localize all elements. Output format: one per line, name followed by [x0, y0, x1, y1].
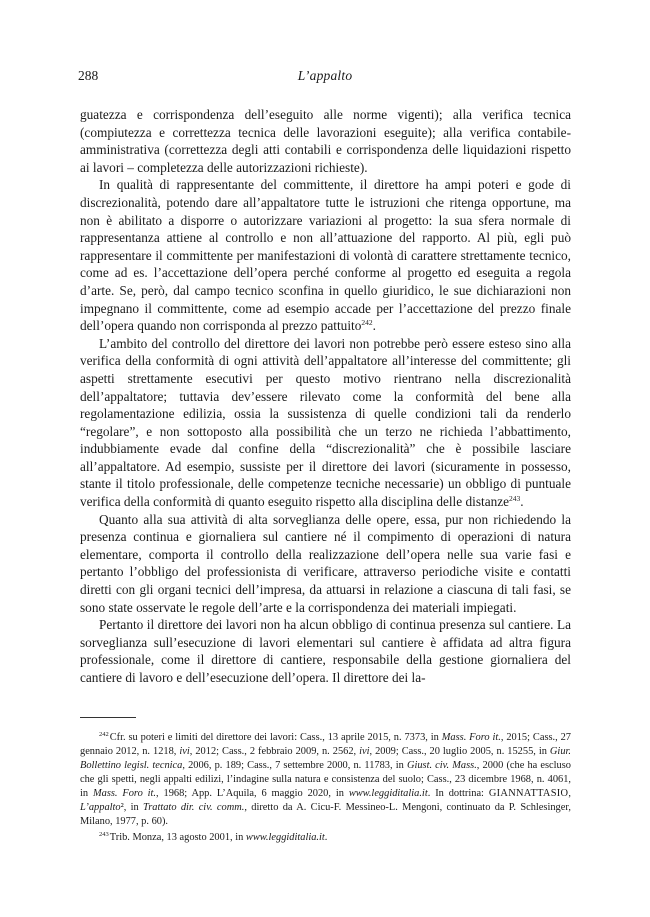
- footnote-242: [80, 731, 571, 829]
- citation-italic: Mass. Foro it.: [92, 788, 157, 799]
- footnote-text: , 2009; Cass., 20 luglio 2005, n. 15255, in: [369, 746, 550, 757]
- footnote-text: ,: [568, 788, 571, 799]
- paragraph: In qualità di rappresentante del committente, il direttore ha ampi poteri e gode di discrezionalità, potendo dare all’appaltatore tutte le istruzioni che ritenga opportune, ma non è abilitato a disporre o autorizzare variazioni al progetto: la sua sfera normale di rappresentanza attiene al controllo e non all’attuazione del rapporto. Al più, egli può rappresentare il committente per manifestazioni di volontà di carattere strettamente tecnico, come ad es. l’accettazione dell’opera perché conforme al progetto ed eseguita a regola d’arte. Se, però, dal campo tecnico sconfina in quello giuridico, le sue dichiarazioni non impegnano il committente, come ad esempio accade per l’accettazione del prezzo finale dell’opera quando non corrisponda al prezzo pattuito$^{242}$.: [80, 177, 571, 334]
- citation-italic: Trattato dir. civ. comm.: [143, 802, 245, 813]
- paragraph: L’ambito del controllo del direttore dei lavori non potrebbe però essere esteso sino alla verifica della conformità di ogni attività dell’appaltatore all’interesse del committente; gli aspetti strettamente esecutivi per questo motivo rientrano nella discrezionalità dell’appaltatore; tuttavia dev’essere rilevato come la conformità del bene alla regolamentazione edilizia, ossia la sussistenza di quelle condizioni tali da renderlo “regolare”, e non sottoposto alla possibilità che un terzo ne richieda l’abbattimento, indubbiamente evade dal confine della “discrezionalità” che è possibile lasciare all’appaltatore. Ad esempio, sussiste per il direttore dei lavori (sicuramente in possesso, stante il titolo professionale, delle competenze tecniche necessarie) un obbligo di puntuale verifica della conformità di quanto eseguito rispetto alla disciplina delle distanze$^{243}$.: [80, 335, 571, 510]
- footnotes: [80, 731, 571, 847]
- citation-italic: Giust. civ. Mass.: [406, 760, 477, 771]
- footnote-ref[interactable]: 243: [509, 494, 521, 504]
- footnote-text: .: [324, 832, 328, 843]
- footnote-separator: [80, 717, 136, 718]
- footnote-text: , 2012; Cass., 2 febbraio 2009, n. 2562,: [189, 746, 360, 757]
- citation-italic: www.leggiditalia.it: [245, 832, 325, 843]
- paragraph-text: In qualità di rappresentante del committente, il direttore ha ampi poteri e gode di discrezionalità, potendo dare all’appaltatore tutte le istruzioni che ritenga opportune, ma non è abilitato a disporre o autorizzare variazioni al progetto: la sua sfera normale di rappresentanza attiene al controllo e non all’attuazione del rapporto. Al più, egli può rappresentare il committente per manifestazioni di volontà di carattere strettamente tecnico, come ad es. l’accettazione dell’opera perché conforme al progetto ed eseguita a regola d’arte. Se, però, dal campo tecnico sconfina in quello giuridico, le sue dichiarazioni non impegnano il committente, come ad esempio accade per l’accettazione del prezzo finale dell’opera quando non corrisponda al prezzo pattuito: [80, 177, 571, 334]
- footnote-text: , 2015; Cass., 27 gennaio 2012, n. 1218,: [80, 732, 572, 757]
- citation-italic: Mass. Foro it.: [441, 732, 501, 743]
- footnote-text: , 1968; App. L’Aquila, 6 maggio 2020, in: [156, 788, 349, 799]
- paragraph-text: L’ambito del controllo del direttore dei lavori non potrebbe però essere esteso sino alla verifica della conformità di ogni attività dell’appaltatore all’interesse del committente; gli aspetti strettamente esecutivi per questo motivo rientrano nella discrezionalità dell’appaltatore; tuttavia dev’essere rilevato come la conformità del bene alla regolamentazione edilizia, ossia la sussistenza di quelle condizioni tali da renderlo “regolare”, e non sottoposto alla possibilità che un terzo ne richieda l’abbattimento, indubbiamente evade dal confine della “discrezionalità” che è possibile lasciare all’appaltatore. Ad esempio, sussiste per il direttore dei lavori (sicuramente in possesso, stante il titolo professionale, delle competenze tecniche necessarie) un obbligo di puntuale verifica della conformità di quanto eseguito rispetto alla disciplina delle distanze: [80, 335, 571, 510]
- footnote-text: , diretto da A. Cicu-F. Messineo-L. Mengoni, continuato da P. Schlesinger, Milano, 1977, p. 60).: [80, 802, 571, 827]
- running-title: L’appalto: [297, 68, 353, 83]
- footnote-243: [80, 831, 571, 845]
- footnote-text: . In dottrina:: [427, 788, 489, 799]
- footnote-text: , 2000 (che ha escluso che gli spetti, negli appalti edilizi, l’indagine sulla natura e consistenza del suolo; Cass., 23 dicembre 1968, n. 4061, in: [80, 760, 571, 799]
- footnote-ref[interactable]: 242: [361, 318, 373, 328]
- page-number: 288: [78, 68, 99, 83]
- body-text: [80, 106, 571, 687]
- footnote-text: GIANNATTASIO: [488, 788, 569, 799]
- footnote-text: Trib. Monza, 13 agosto 2001, in: [109, 832, 246, 843]
- citation-italic: L’appalto: [80, 802, 121, 813]
- footnote-number: 242: [99, 731, 109, 738]
- paragraph: Pertanto il direttore dei lavori non ha alcun obbligo di continua presenza sul cantiere. La sorveglianza sull’esecuzione di lavori elementari sul cantiere è affidata ad altra figura professionale, come il direttore di cantiere, responsabile della gestione giornaliera del cantiere di lavoro e dell’esecuzione dell’opera. Il direttore dei la-: [80, 617, 571, 685]
- footnote-number: 243: [99, 831, 109, 838]
- citation-italic: ivi: [359, 746, 370, 757]
- footnote-text: , 2006, p. 189; Cass., 7 settembre 2000, n. 11783, in: [182, 760, 407, 771]
- citation-italic: ivi: [179, 746, 190, 757]
- paragraph: Quanto alla sua attività di alta sorveglianza delle opere, essa, pur non richiedendo la presenza continua e giornaliera sul cantiere né il compimento di operazioni di natura elementare, comporta il controllo della realizzazione dell’opera nelle sua varie fasi e pertanto l’obbligo del professionista di verificare, attraverso periodiche visite e contatti diretti con gli organi tecnici dell’impresa, da attuarsi in relazione a ciascuna di tali fasi, se sono state osservate le regole dell’arte e la corrispondenza dei materiali impiegati.: [80, 511, 571, 615]
- citation-italic: www.leggiditalia.it: [348, 788, 428, 799]
- footnote-text: Cfr. su poteri e limiti del direttore dei lavori: Cass., 13 aprile 2015, n. 7373, in: [109, 732, 442, 743]
- citation-italic: Giur. Bollettino legisl. tecnica: [80, 746, 571, 771]
- footnote-text: ², in: [120, 802, 144, 813]
- paragraph: guatezza e corrispondenza dell’eseguito alle norme vigenti); alla verifica tecnica (compiutezza e correttezza tecnica delle lavorazioni eseguite); alla verifica contabile-amministrativa (correttezza degli atti contabili e corrispondenza delle liquidazioni rispetto ai lavori – completezza delle autorizzazioni richieste).: [80, 107, 571, 175]
